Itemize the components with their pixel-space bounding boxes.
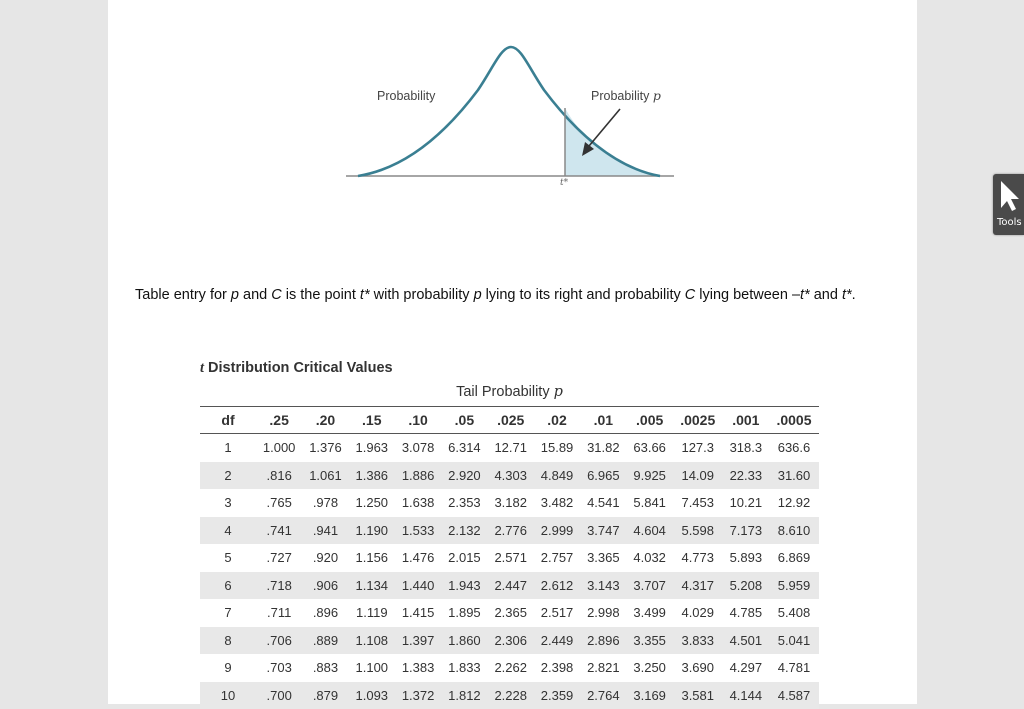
- df-cell: 7: [200, 599, 256, 627]
- critical-value-cell: 10.21: [723, 489, 769, 517]
- critical-value-cell: .941: [302, 517, 348, 545]
- critical-value-cell: 7.453: [673, 489, 723, 517]
- critical-value-cell: 1.383: [395, 654, 441, 682]
- critical-value-cell: 2.398: [534, 654, 580, 682]
- critical-value-cell: 1.943: [441, 572, 487, 600]
- critical-value-cell: 1.533: [395, 517, 441, 545]
- critical-value-cell: 3.250: [627, 654, 673, 682]
- tail-prob-header: .20: [302, 407, 348, 434]
- critical-value-cell: .700: [256, 682, 302, 709]
- critical-value-cell: 3.078: [395, 434, 441, 462]
- critical-value-cell: 7.173: [723, 517, 769, 545]
- critical-value-cell: 1.440: [395, 572, 441, 600]
- critical-value-cell: 2.132: [441, 517, 487, 545]
- critical-value-cell: .727: [256, 544, 302, 572]
- df-cell: 8: [200, 627, 256, 655]
- critical-value-cell: 4.541: [580, 489, 626, 517]
- tools-button[interactable]: [993, 174, 1024, 235]
- critical-value-cell: 31.60: [769, 462, 819, 490]
- critical-value-cell: 3.747: [580, 517, 626, 545]
- table-row: [200, 682, 819, 709]
- tstar-axis-label: t*: [560, 178, 568, 188]
- critical-value-cell: 4.587: [769, 682, 819, 709]
- critical-value-cell: 2.262: [488, 654, 534, 682]
- critical-value-cell: 2.821: [580, 654, 626, 682]
- tail-prob-header: .02: [534, 407, 580, 434]
- critical-value-cell: 3.169: [627, 682, 673, 709]
- df-cell: 6: [200, 572, 256, 600]
- critical-value-cell: 4.781: [769, 654, 819, 682]
- critical-value-cell: 2.612: [534, 572, 580, 600]
- critical-value-cell: 2.920: [441, 462, 487, 490]
- critical-value-cell: 2.571: [488, 544, 534, 572]
- critical-value-cell: 2.447: [488, 572, 534, 600]
- tail-prob-header: .10: [395, 407, 441, 434]
- cursor-arrow-icon: [999, 180, 1019, 212]
- critical-value-cell: 3.499: [627, 599, 673, 627]
- critical-value-cell: 4.029: [673, 599, 723, 627]
- critical-value-cell: 1.833: [441, 654, 487, 682]
- critical-value-cell: 2.306: [488, 627, 534, 655]
- critical-value-cell: 1.156: [349, 544, 395, 572]
- critical-value-cell: 3.482: [534, 489, 580, 517]
- df-cell: 10: [200, 682, 256, 709]
- critical-value-cell: 14.09: [673, 462, 723, 490]
- critical-value-cell: 2.776: [488, 517, 534, 545]
- tail-prob-header: .01: [580, 407, 626, 434]
- critical-value-cell: 12.92: [769, 489, 819, 517]
- critical-value-cell: 4.501: [723, 627, 769, 655]
- critical-value-cell: .816: [256, 462, 302, 490]
- critical-value-cell: 31.82: [580, 434, 626, 462]
- critical-value-cell: 5.408: [769, 599, 819, 627]
- critical-value-cell: 2.757: [534, 544, 580, 572]
- t-curve-diagram: [108, 0, 917, 240]
- critical-value-cell: 2.015: [441, 544, 487, 572]
- table-row: [200, 489, 819, 517]
- tail-prob-header: .05: [441, 407, 487, 434]
- critical-value-cell: 5.959: [769, 572, 819, 600]
- critical-value-cell: 9.925: [627, 462, 673, 490]
- critical-value-cell: 2.999: [534, 517, 580, 545]
- table-row: [200, 462, 819, 490]
- critical-value-cell: 2.228: [488, 682, 534, 709]
- critical-value-cell: .706: [256, 627, 302, 655]
- critical-value-cell: 1.000: [256, 434, 302, 462]
- critical-value-cell: 5.841: [627, 489, 673, 517]
- critical-value-cell: 2.353: [441, 489, 487, 517]
- critical-value-cell: 1.134: [349, 572, 395, 600]
- df-cell: 9: [200, 654, 256, 682]
- table-row: [200, 434, 819, 462]
- critical-value-cell: .920: [302, 544, 348, 572]
- arrow-shaft: [589, 109, 620, 146]
- table-row: [200, 544, 819, 572]
- critical-value-cell: 4.773: [673, 544, 723, 572]
- critical-value-cell: 3.581: [673, 682, 723, 709]
- critical-value-cell: 1.093: [349, 682, 395, 709]
- table-header-row: [200, 407, 819, 434]
- critical-value-cell: 3.707: [627, 572, 673, 600]
- critical-value-cell: 1.119: [349, 599, 395, 627]
- critical-value-cell: 1.860: [441, 627, 487, 655]
- critical-value-cell: 1.100: [349, 654, 395, 682]
- critical-value-cell: 636.6: [769, 434, 819, 462]
- critical-value-cell: 5.208: [723, 572, 769, 600]
- critical-values-table: [200, 406, 819, 709]
- critical-value-cell: 1.386: [349, 462, 395, 490]
- table-row: [200, 572, 819, 600]
- critical-value-cell: 6.869: [769, 544, 819, 572]
- critical-value-cell: 4.303: [488, 462, 534, 490]
- df-cell: 2: [200, 462, 256, 490]
- critical-value-cell: 1.812: [441, 682, 487, 709]
- critical-value-cell: 1.250: [349, 489, 395, 517]
- critical-value-cell: 318.3: [723, 434, 769, 462]
- tail-prob-header: .25: [256, 407, 302, 434]
- critical-value-cell: 6.314: [441, 434, 487, 462]
- table-row: [200, 517, 819, 545]
- critical-value-cell: 5.598: [673, 517, 723, 545]
- critical-value-cell: 2.517: [534, 599, 580, 627]
- critical-value-cell: 2.365: [488, 599, 534, 627]
- critical-value-cell: .883: [302, 654, 348, 682]
- critical-value-cell: 4.785: [723, 599, 769, 627]
- critical-value-cell: 4.032: [627, 544, 673, 572]
- critical-value-cell: 3.143: [580, 572, 626, 600]
- table-body: [200, 434, 819, 709]
- critical-value-cell: .896: [302, 599, 348, 627]
- critical-value-cell: .718: [256, 572, 302, 600]
- critical-value-cell: 2.449: [534, 627, 580, 655]
- bell-curve: [358, 47, 660, 176]
- critical-value-cell: 3.833: [673, 627, 723, 655]
- critical-value-cell: 22.33: [723, 462, 769, 490]
- df-cell: 4: [200, 517, 256, 545]
- critical-value-cell: 2.896: [580, 627, 626, 655]
- critical-value-cell: .879: [302, 682, 348, 709]
- tail-prob-header: .005: [627, 407, 673, 434]
- critical-value-cell: 8.610: [769, 517, 819, 545]
- critical-value-cell: 127.3: [673, 434, 723, 462]
- critical-value-cell: 3.182: [488, 489, 534, 517]
- critical-value-cell: 3.690: [673, 654, 723, 682]
- critical-value-cell: 4.317: [673, 572, 723, 600]
- critical-value-cell: 4.604: [627, 517, 673, 545]
- table-row: [200, 654, 819, 682]
- t-distribution-figure: [108, 0, 917, 240]
- critical-value-cell: 4.849: [534, 462, 580, 490]
- critical-value-cell: 1.476: [395, 544, 441, 572]
- tail-prob-header: .15: [349, 407, 395, 434]
- critical-value-cell: .978: [302, 489, 348, 517]
- critical-value-cell: 1.061: [302, 462, 348, 490]
- critical-value-cell: 63.66: [627, 434, 673, 462]
- critical-value-cell: 12.71: [488, 434, 534, 462]
- critical-value-cell: 1.108: [349, 627, 395, 655]
- critical-value-cell: 3.355: [627, 627, 673, 655]
- critical-value-cell: 3.365: [580, 544, 626, 572]
- tail-prob-header: .0025: [673, 407, 723, 434]
- tail-prob-header: .025: [488, 407, 534, 434]
- critical-value-cell: 1.963: [349, 434, 395, 462]
- critical-value-cell: 2.764: [580, 682, 626, 709]
- critical-value-cell: 4.144: [723, 682, 769, 709]
- critical-value-cell: .703: [256, 654, 302, 682]
- table-row: [200, 627, 819, 655]
- critical-value-cell: .765: [256, 489, 302, 517]
- tail-probability-header: Tail Probability p: [200, 384, 819, 400]
- critical-value-cell: 4.297: [723, 654, 769, 682]
- critical-value-cell: .889: [302, 627, 348, 655]
- critical-value-cell: 5.041: [769, 627, 819, 655]
- table-description: Table entry for p and C is the point t* with probability p lying to its right and probability C lying between –t* and t*.: [135, 285, 895, 305]
- tail-prob-header: .0005: [769, 407, 819, 434]
- critical-value-cell: 1.415: [395, 599, 441, 627]
- critical-value-cell: 1.190: [349, 517, 395, 545]
- critical-value-cell: .906: [302, 572, 348, 600]
- critical-value-cell: 1.886: [395, 462, 441, 490]
- critical-value-cell: 2.998: [580, 599, 626, 627]
- critical-value-cell: 5.893: [723, 544, 769, 572]
- left-probability-label: Probability: [377, 89, 435, 103]
- critical-value-cell: .711: [256, 599, 302, 627]
- critical-value-cell: 6.965: [580, 462, 626, 490]
- critical-value-cell: 1.372: [395, 682, 441, 709]
- critical-value-cell: 2.359: [534, 682, 580, 709]
- tail-prob-header: .001: [723, 407, 769, 434]
- df-cell: 3: [200, 489, 256, 517]
- critical-value-cell: 1.895: [441, 599, 487, 627]
- df-cell: 5: [200, 544, 256, 572]
- critical-value-cell: 1.376: [302, 434, 348, 462]
- table-row: [200, 599, 819, 627]
- critical-value-cell: 1.638: [395, 489, 441, 517]
- df-cell: 1: [200, 434, 256, 462]
- critical-value-cell: .741: [256, 517, 302, 545]
- right-probability-label: Probability p: [591, 88, 661, 103]
- tools-label: Tools: [997, 217, 1022, 228]
- critical-value-cell: 1.397: [395, 627, 441, 655]
- df-header: df: [200, 407, 256, 434]
- table-title: t Distribution Critical Values: [200, 360, 393, 377]
- critical-value-cell: 15.89: [534, 434, 580, 462]
- document-page: [108, 0, 917, 704]
